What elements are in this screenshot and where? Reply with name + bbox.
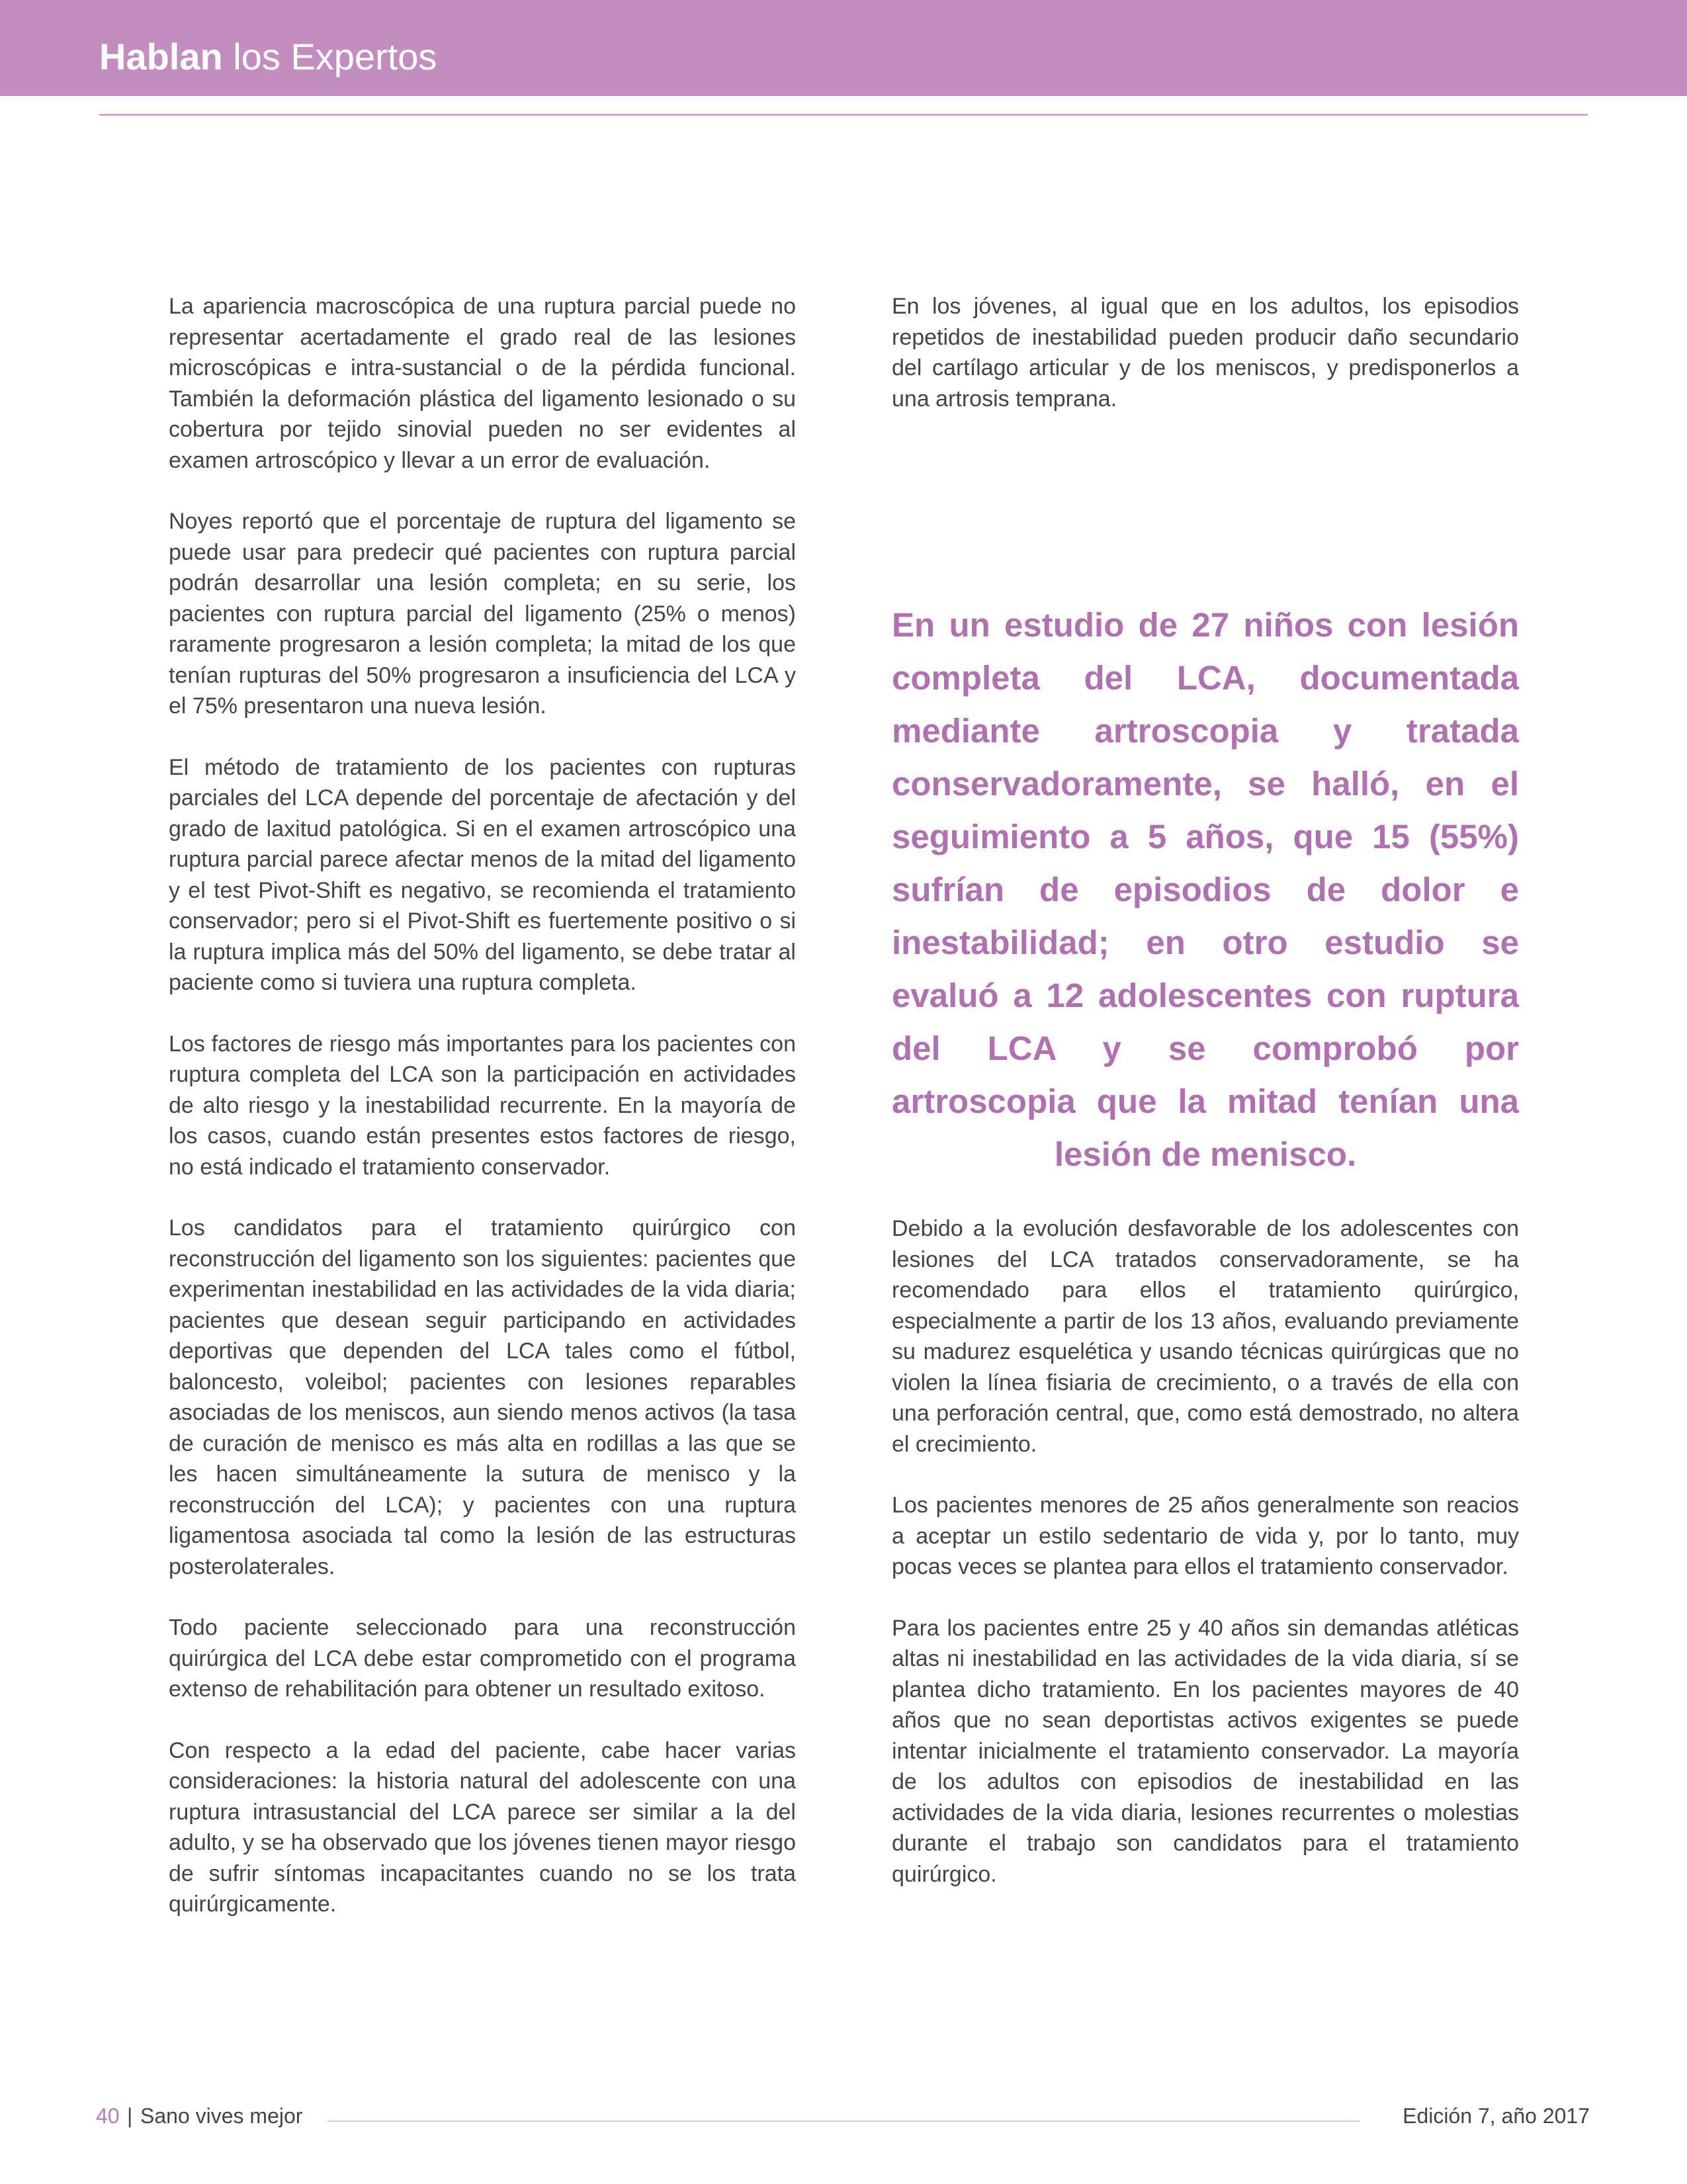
right-column-bottom (892, 1213, 1519, 1920)
paragraph: Noyes reportó que el porcentaje de ruptura del ligamento se puede usar para predecir qué pacientes con ruptura parcial podrán desarrollar una lesión completa; en su serie, los pacientes con ruptura parcial del ligamento (25% o menos) raramente progresaron a lesión completa; la mitad de los que tenían rupturas del 50% progresaron a insuficiencia del LCA y el 75% presentaron una nueva lesión. (169, 509, 796, 719)
paragraph: Con respecto a la edad del paciente, cabe hacer varias consideraciones: la historia natural del adolescente con una ruptura intrasustancial del LCA parece ser similar a la del adulto, y se ha observado que los jóvenes tienen mayor riesgo de sufrir síntomas incapacitantes cuando no se los trata quirúrgicamente. (169, 1737, 796, 1917)
right-column-top (892, 291, 1519, 445)
paragraph: La apariencia macroscópica de una ruptura parcial puede no representar acertadamente el grado real de las lesiones microscópicas e intra-sustancial o de la pérdida funcional. También la deformación plástica del ligamento lesionado o su cobertura por tejido sinovial pueden no ser evidentes al examen artroscópico y llevar a un error de evaluación. (169, 294, 796, 473)
paragraph: Para los pacientes entre 25 y 40 años sin demandas atléticas altas ni inestabilidad en las actividades de la vida diaria, sí se plantea dicho tratamiento. En los pacientes mayores de 40 años que no sean deportistas activos exigentes se puede intentar inicialmente el tratamiento conservador. La mayoría de los adultos con episodios de inestabilidad en las actividades de la vida diaria, lesiones recurrentes o molestias durante el trabajo son candidatos para el tratamiento quirúrgico. (892, 1615, 1519, 1887)
section-title (99, 38, 437, 75)
paragraph: Todo paciente seleccionado para una reconstrucción quirúrgica del LCA debe estar comprometido con el programa extenso de rehabilitación para obtener un resultado exitoso. (169, 1615, 796, 1702)
pull-quote: En un estudio de 27 niños con lesión completa del LCA, documentada mediante artroscopia y tratada conservadoramente, se halló, en el seguimiento a 5 años, que 15 (55%) sufrían de episodios de dolor e inestabilidad; en otro estudio se evaluó a 12 adolescentes con ruptura del LCA y se comprobó por artroscopia que la mitad tenían una lesión de menisco. (892, 606, 1519, 1173)
paragraph: El método de tratamiento de los pacientes con rupturas parciales del LCA depende del porcentaje de afectación y del grado de laxitud patológica. Si en el examen artroscópico una ruptura parcial parece afectar menos de la mitad del ligamento y el test Pivot-Shift es negativo, se recomienda el tratamiento conservador; pero si el Pivot-Shift es fuertemente positivo o si la ruptura implica más del 50% del ligamento, se debe tratar al paciente como si tuviera una ruptura completa. (169, 754, 796, 995)
paragraph: Los candidatos para el tratamiento quirúrgico con reconstrucción del ligamento son los siguientes: pacientes que experimentan inestabilidad en las actividades de la vida diaria; pacientes que desean seguir participando en actividades deportivas que dependen del LCA tales como el fútbol, baloncesto, voleibol; pacientes con lesiones reparables asociadas de los meniscos, aun siendo menos activos (la tasa de curación de menisco es más alta en rodillas a las que se les hacen simultáneamente la sutura de menisco y la reconstrucción del LCA); y pacientes con una ruptura ligamentosa asociada tal como la lesión de las estructuras posterolaterales. (169, 1215, 796, 1579)
paragraph: En los jóvenes, al igual que en los adultos, los episodios repetidos de inestabilidad pueden producir daño secundario del cartílago articular y de los meniscos, y predisponerlos a una artrosis temprana. (892, 294, 1519, 412)
section-title-strong: Hablan (99, 36, 223, 77)
magazine-name: Sano vives mejor (140, 2104, 303, 2128)
footer-separator: | (127, 2104, 133, 2128)
section-title-rest: los Expertos (222, 36, 437, 77)
paragraph: Debido a la evolución desfavorable de los adolescentes con lesiones del LCA tratados conservadoramente, se ha recomendado para ellos el tratamiento quirúrgico, especialmente a partir de los 13 años, evaluando previamente su madurez esquelética y usando técnicas quirúrgicas que no violen la línea fisiaria de crecimiento, o a través de ella con una perforación central, que, como está demostrado, no altera el crecimiento. (892, 1216, 1519, 1457)
paragraph: Los factores de riesgo más importantes para los pacientes con ruptura completa del LCA son la participación en actividades de alto riesgo y la inestabilidad recurrente. En la mayoría de los casos, cuando están presentes estos factores de riesgo, no está indicado el tratamiento conservador. (169, 1031, 796, 1180)
header-divider (99, 114, 1588, 116)
page-number: 40 (96, 2104, 120, 2128)
footer-divider (327, 2120, 1360, 2122)
edition-label: Edición 7, año 2017 (1403, 2104, 1590, 2128)
left-column (169, 291, 796, 1950)
paragraph: Los pacientes menores de 25 años generalmente son reacios a aceptar un estilo sedentario de vida y, por lo tanto, muy pocas veces se plantea para ellos el tratamiento conservador. (892, 1493, 1519, 1579)
